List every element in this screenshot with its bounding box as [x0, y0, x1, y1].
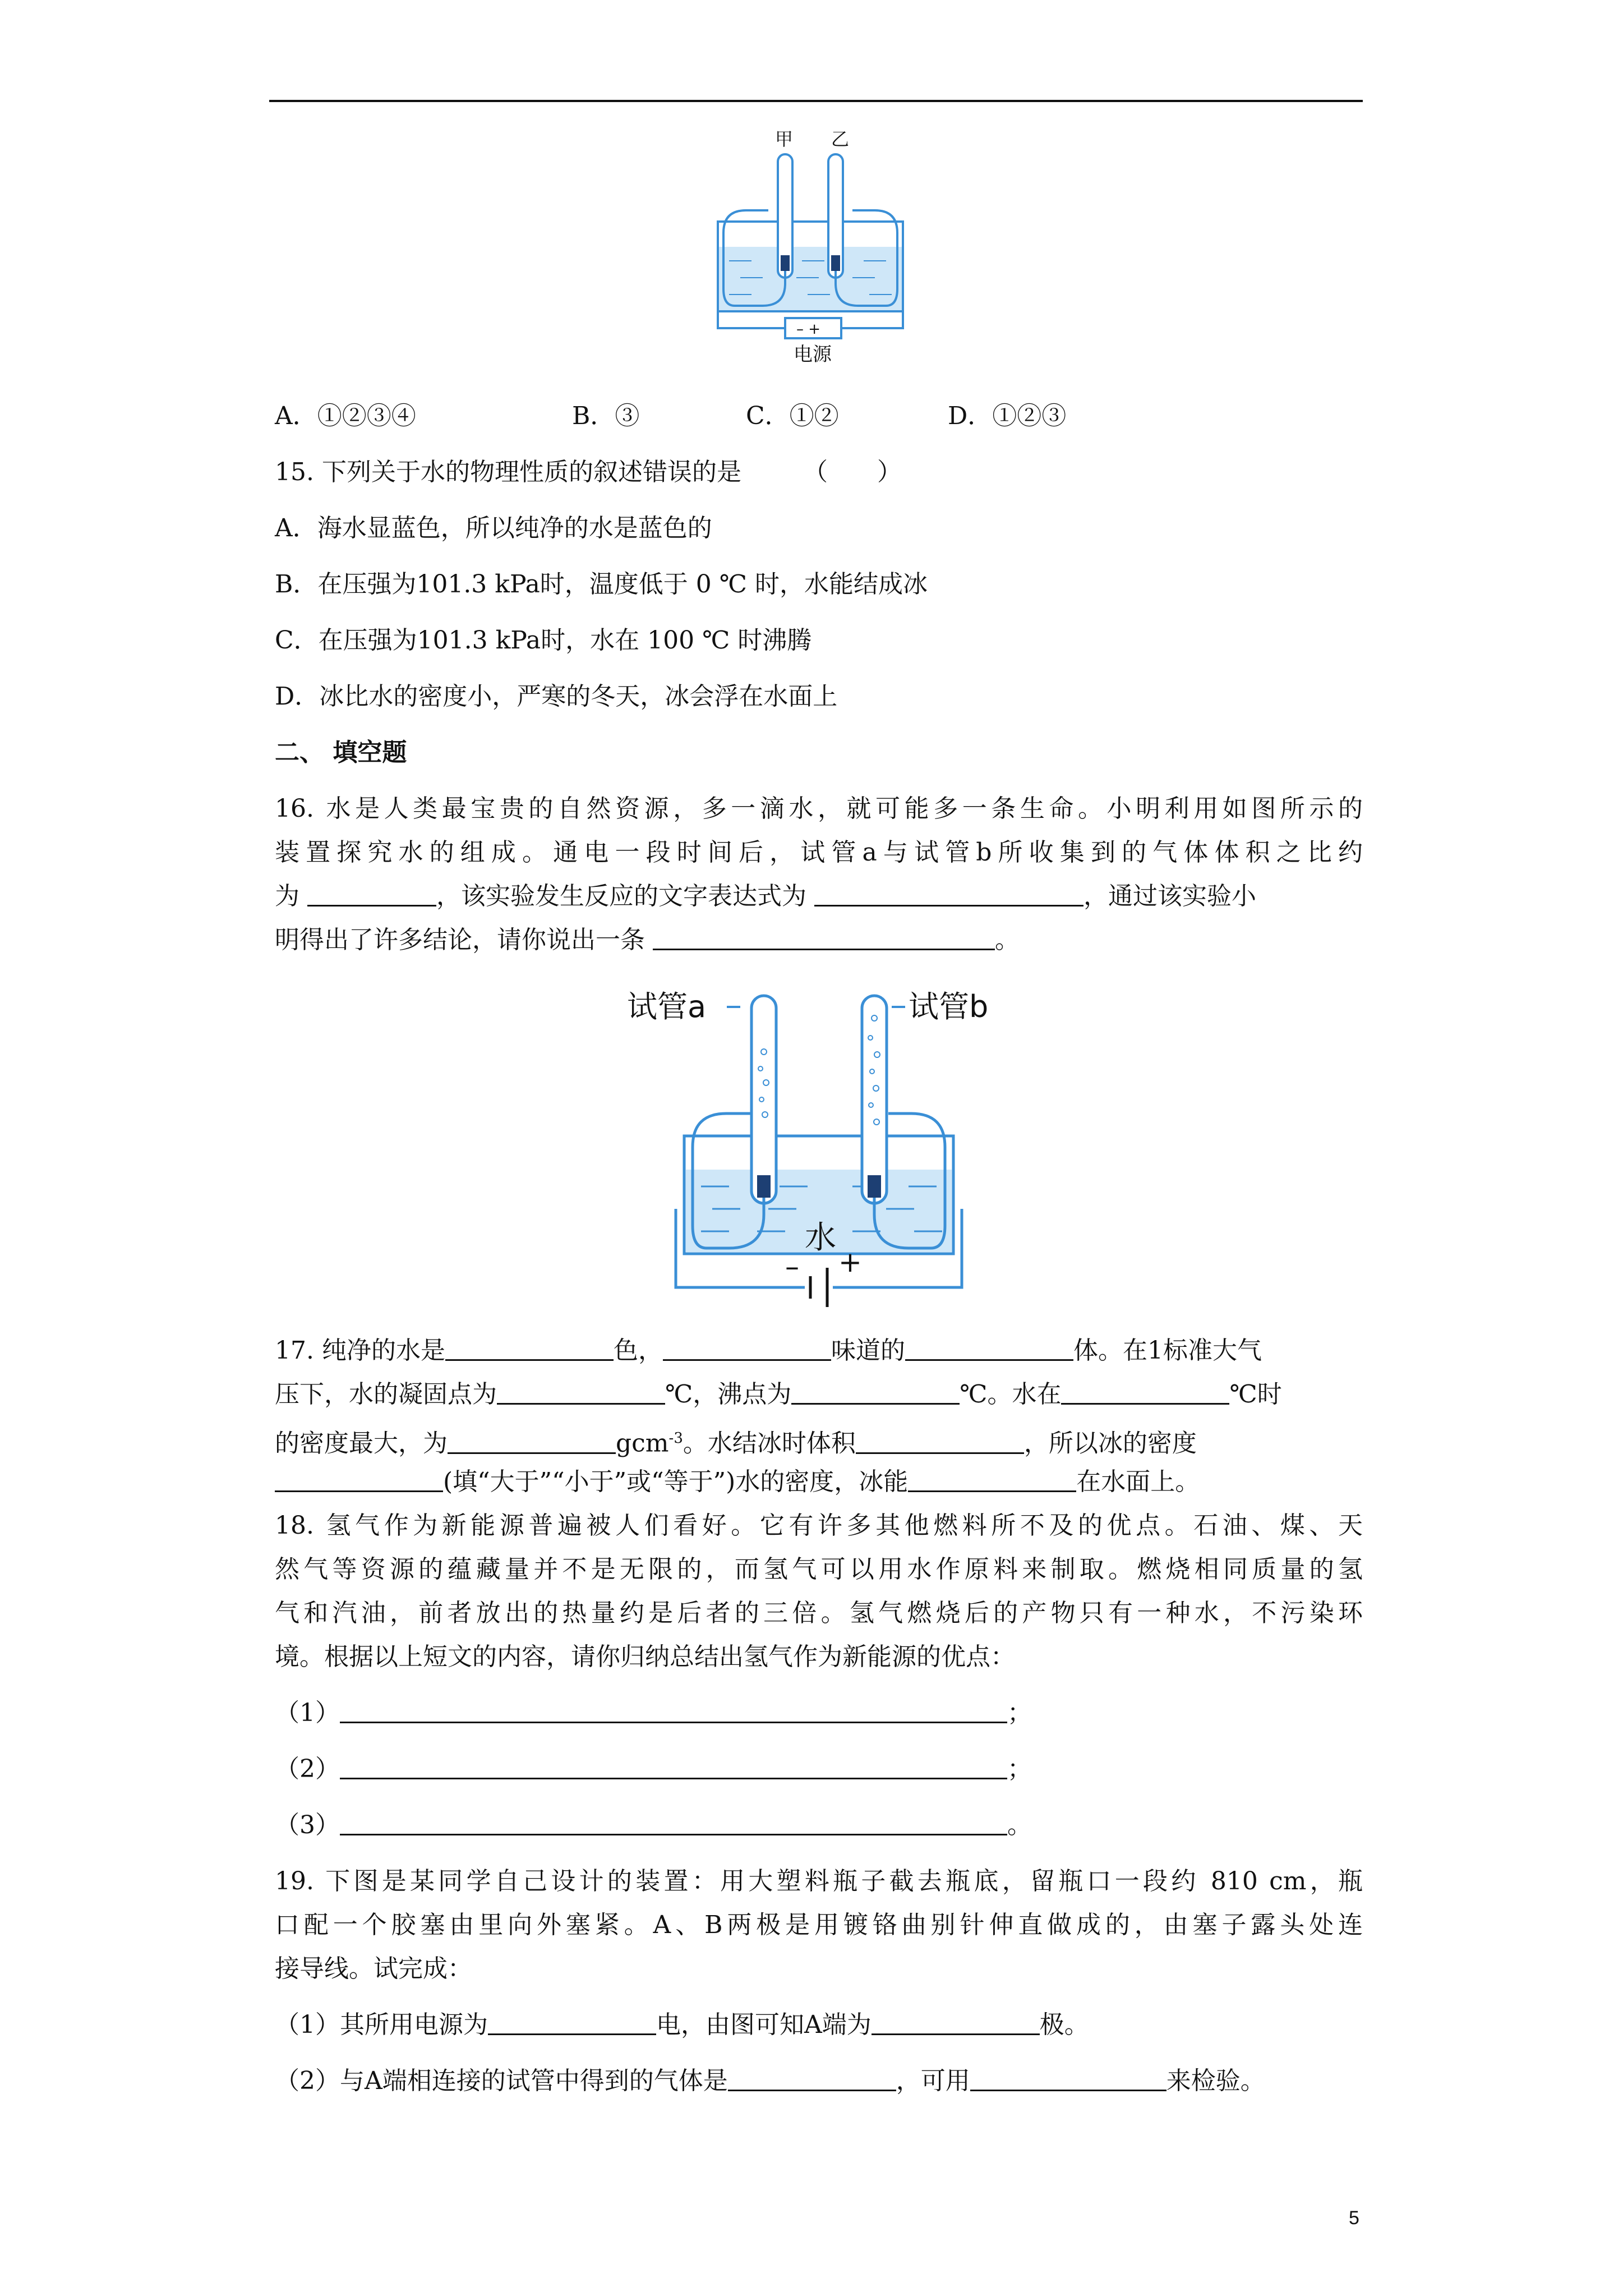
answer-blank[interactable]	[663, 1337, 831, 1361]
q15-option-b: B．在压强为101.3 kPa时，温度低于 0 ℃ 时，水能结成冰	[275, 570, 928, 599]
label-jia: 甲	[775, 128, 794, 150]
q19-line-2: 口配一个胶塞由里向外塞紧。A、B两极是用镀铬曲别针伸直做成的，由塞子露头处连	[275, 1911, 1363, 1939]
q18-item-2	[275, 1752, 1032, 1786]
tube-b-label: 试管b	[909, 989, 989, 1024]
q18-item-number: （1）	[275, 1699, 340, 1727]
q15-option-d: D．冰比水的密度小，严寒的冬天，冰会浮在水面上	[275, 682, 838, 711]
answer-blank[interactable]	[497, 1381, 665, 1405]
q16-text: 为	[275, 882, 307, 910]
q16-text: ，该实验发生反应的文字表达式为	[436, 882, 814, 910]
q19-line-1: 19. 下图是某同学自己设计的装置：用大塑料瓶子截去瓶底，留瓶口一段约 810 cm，瓶	[275, 1867, 1363, 1895]
q17-unit: gcm	[616, 1429, 669, 1458]
answer-blank[interactable]	[275, 1468, 443, 1492]
answer-blank[interactable]	[728, 2067, 896, 2091]
q17-text: 在水面上。	[1076, 1467, 1200, 1496]
answer-blank[interactable]	[445, 1337, 614, 1361]
q17-text: ℃时	[1229, 1380, 1282, 1409]
q18-item-number: （2）	[275, 1755, 340, 1783]
answer-blank[interactable]	[653, 926, 995, 950]
q17-line-4	[275, 1465, 1200, 1499]
q17-text: ℃。水在	[960, 1380, 1062, 1409]
q18-item-end: ；	[1007, 1699, 1032, 1727]
answer-blank[interactable]	[814, 882, 1083, 907]
q19-text: 电，由图可知A端为	[656, 2010, 872, 2039]
q17-text: 色，	[613, 1336, 663, 1365]
answer-blank[interactable]	[340, 1811, 1007, 1835]
q19-part-1	[275, 2008, 1089, 2042]
answer-blank[interactable]	[856, 1430, 1024, 1454]
q18-item-number: （3）	[275, 1811, 340, 1839]
q17-unit-exponent: -3	[668, 1430, 683, 1447]
q17-line-1	[275, 1334, 1262, 1368]
q18-item-end: 。	[1007, 1811, 1032, 1839]
answer-blank[interactable]	[791, 1381, 960, 1405]
q19-text: （2）与A端相连接的试管中得到的气体是	[275, 2067, 728, 2095]
power-label: 电源	[794, 343, 832, 366]
q15-option-c: C．在压强为101.3 kPa时，水在 100 ℃ 时沸腾	[275, 626, 812, 655]
minus-sign: –	[785, 1250, 799, 1283]
label-yi: 乙	[831, 128, 850, 150]
answer-blank[interactable]	[1061, 1381, 1229, 1405]
q16-text: 。	[995, 926, 1020, 954]
q17-text: 。水结冰时体积	[683, 1429, 856, 1458]
answer-blank[interactable]	[448, 1430, 616, 1454]
q19-text: 极。	[1039, 2010, 1089, 2039]
water-label: 水	[805, 1220, 836, 1256]
q14-option-c: C．①②	[746, 402, 839, 430]
q19-text: 来检验。	[1166, 2067, 1265, 2095]
power-symbols: – +	[796, 321, 821, 338]
answer-blank[interactable]	[340, 1699, 1007, 1723]
q19-text: （1）其所用电源为	[275, 2010, 488, 2039]
q17-text: 味道的	[831, 1336, 905, 1365]
answer-blank[interactable]	[488, 2011, 656, 2035]
answer-blank[interactable]	[908, 1468, 1076, 1492]
answer-blank[interactable]	[970, 2067, 1166, 2091]
q18-line-1: 18. 氢气作为新能源普遍被人们看好。它有许多其他燃料所不及的优点。石油、煤、天	[275, 1511, 1363, 1540]
q16-line-3	[275, 880, 1256, 913]
header-rule	[269, 100, 1363, 102]
q18-line-4: 境。根据以上短文的内容，请你归纳总结出氢气作为新能源的优点：	[275, 1642, 1015, 1671]
q18-item-1	[275, 1696, 1032, 1730]
answer-blank[interactable]	[872, 2011, 1040, 2035]
q18-item-3	[275, 1809, 1032, 1842]
section-heading: 二、 填空题	[275, 738, 407, 767]
electrolysis-figure-q16	[617, 984, 1021, 1310]
q17-text: ℃，沸点为	[665, 1380, 792, 1409]
answer-blank[interactable]	[905, 1337, 1073, 1361]
tube-a-label: 试管a	[627, 989, 707, 1024]
q16-text: 明得出了许多结论，请你说出一条	[275, 926, 653, 954]
q19-part-2	[275, 2064, 1265, 2098]
plus-sign: +	[838, 1246, 862, 1278]
q16-line-4	[275, 923, 1020, 957]
q15-option-a: A．海水显蓝色，所以纯净的水是蓝色的	[275, 514, 712, 542]
q17-text: (填“大于”“小于”或“等于”)水的密度，冰能	[443, 1467, 909, 1496]
q17-text: 体。在1标准大气	[1073, 1336, 1262, 1365]
q14-option-b: B．③	[572, 402, 640, 430]
q17-line-2	[275, 1378, 1282, 1411]
electrolysis-figure-top	[712, 126, 920, 373]
q14-option-d: D．①②③	[948, 402, 1067, 430]
page-number: 5	[1349, 2207, 1359, 2229]
q16-line-1: 16. 水是人类最宝贵的自然资源，多一滴水，就可能多一条生命。小明利用如图所示的	[275, 794, 1363, 823]
q18-line-3: 气和汽油，前者放出的热量约是后者的三倍。氢气燃烧后的产物只有一种水，不污染环	[275, 1599, 1363, 1627]
q17-text: 压下，水的凝固点为	[275, 1380, 497, 1409]
answer-blank[interactable]	[340, 1755, 1007, 1779]
answer-blank[interactable]	[307, 882, 436, 907]
q17-text: ，所以冰的密度	[1023, 1429, 1197, 1458]
q18-line-2: 然气等资源的蕴藏量并不是无限的，而氢气可以用水作原料来制取。燃烧相同质量的氢	[275, 1555, 1363, 1584]
q19-line-3: 接导线。试完成：	[275, 1954, 472, 1983]
q17-line-3	[275, 1421, 1197, 1461]
q16-line-2: 装置探究水的组成。通电一段时间后，试管a与试管b所收集到的气体体积之比约	[275, 838, 1363, 867]
q19-text: ，可用	[896, 2067, 970, 2095]
q17-text: 的密度最大，为	[275, 1429, 448, 1458]
q17-text: 17. 纯净的水是	[275, 1336, 445, 1365]
q14-option-a: A．①②③④	[275, 402, 416, 430]
q18-item-end: ；	[1007, 1755, 1032, 1783]
q16-text: ，通过该实验小	[1083, 882, 1256, 910]
q15-stem: 15. 下列关于水的物理性质的叙述错误的是 （ ）	[275, 458, 902, 486]
